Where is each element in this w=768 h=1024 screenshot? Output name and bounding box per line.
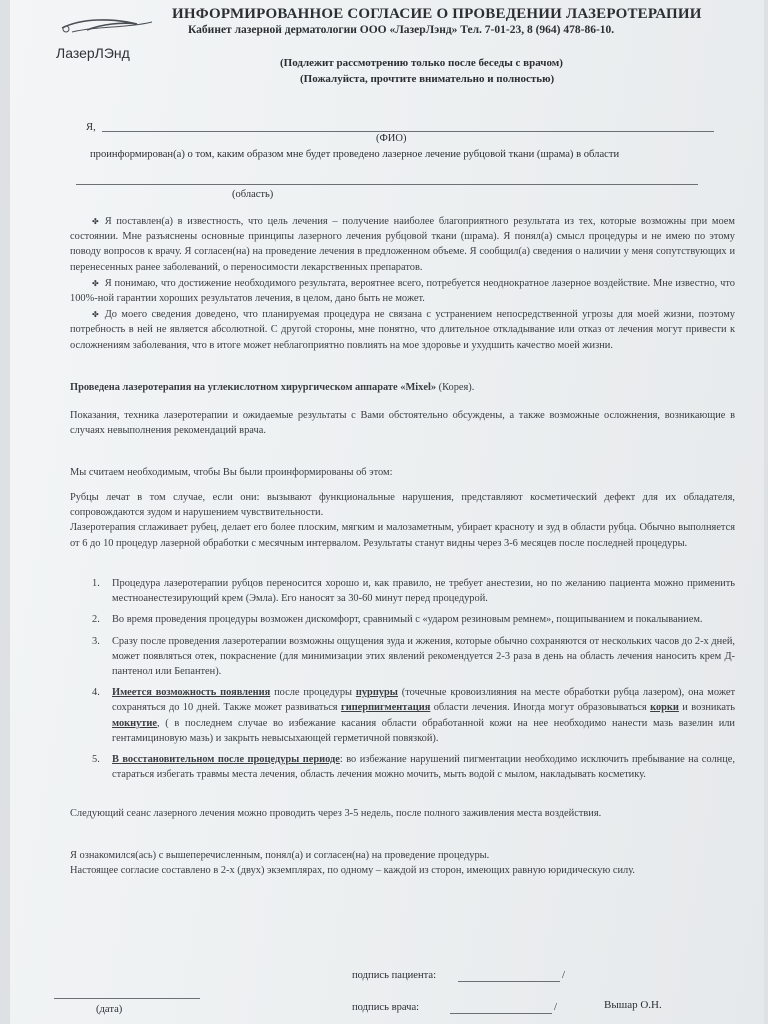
next-session-text: Следующий сеанс лазерного лечения можно проводить через 3-5 недель, после полного заживления места воздействия. <box>70 808 602 819</box>
device-text: Проведена лазеротерапия на углекислотном хирургическом аппарате «Mixel» <box>70 382 437 393</box>
consent-form-page <box>10 0 764 1024</box>
inform-intro: Мы считаем необходимым, чтобы Вы были проинформированы об этом: <box>70 467 393 478</box>
document-title: ИНФОРМИРОВАННОЕ СОГЛАСИЕ О ПРОВЕДЕНИИ ЛАЗЕРОТЕРАПИИ <box>172 6 702 22</box>
doctor-signature-label: подпись врача: <box>352 1002 420 1013</box>
bullet-item: ✤ До моего сведения доведено, что планируемая процедура не связана с устранением непосредственной угрозы для моей жизни, поэтому потребность в ней не является абсолютной. С другой стороны, мне понятно, что длительное откладывание или отказ от лечения могут привести к осложнениям заболевания, что в итоге может неблагоприятно повлиять на мое здоровье и ухудшить качество моей жизни. <box>70 309 735 351</box>
doctor-slash: / <box>554 1002 557 1013</box>
doctor-name: Вышар О.Н. <box>604 999 662 1011</box>
bullet-icon: ✤ <box>92 217 99 226</box>
bullet-icon: ✤ <box>92 278 99 288</box>
notice-read-carefully: (Пожалуйста, прочтите внимательно и полностью) <box>300 73 555 85</box>
patient-signature-field[interactable] <box>458 981 560 982</box>
list-item: 2. Во время проведения процедуры возможен дискомфорт, сравнимый с «ударом резиновым ремнем», пощипыванием и покалыванием. <box>92 614 703 626</box>
patient-slash: / <box>562 970 565 981</box>
area-caption: (область) <box>232 189 274 200</box>
numbered-list <box>70 576 735 788</box>
fio-field[interactable] <box>102 131 714 132</box>
bullet-icon: ✤ <box>92 310 99 320</box>
doctor-signature-field[interactable] <box>450 1013 552 1014</box>
list-item: 5. В восстановительном после процедуры периоде: во избежание нарушений пигментации необходимо исключить пребывание на солнце, стараться избегать травмы места лечения, область лечения можно мочить, мыть водой с мылом, накладывать косметику. <box>92 754 735 781</box>
patient-signature-label: подпись пациента: <box>352 970 437 981</box>
discussed-text: Показания, техника лазеротерапии и ожидаемые результаты с Вами обстоятельно обсуждены, а также возможные осложнения, возникающие в случаях невыполнения рекомендаций врача. <box>70 410 735 437</box>
list-item: 4. Имеется возможность появления после процедуры пурпуры (точечные кровоизлияния на месте обработки рубца лазером), она может сохраняться до 10 дней. Также может развиваться гиперпигментация области лечения. Иногда могут образовываться корки и возникать мокнутие, ( в последнем случае во избежание касания области обработанной кожи на нее необходимо нанести мазь вазелин или гентамициновую мазь) и закрыть невысыхающей герметичной повязкой). <box>92 687 736 744</box>
bullet-list <box>70 214 735 354</box>
date-field[interactable] <box>54 998 200 999</box>
notice-consultation: (Подлежит рассмотрению только после беседы с врачом) <box>280 57 563 69</box>
list-item: 3. Сразу после проведения лазеротерапии возможны ощущения зуда и жжения, которые обычно сохраняются от нескольких часов до 2-х дней, может появляться отек, покраснение (для минимизации этих явлений рекомендуется 2-3 раза в день на область лечения наносить крем Д-пантенол или Бепантен). <box>92 635 735 678</box>
device-country: (Корея). <box>438 382 475 393</box>
scar-indications: Рубцы лечат в том случае, если они: вызывают функциональные нарушения, представляют косметический дефект для их обладателя, сопровождаются зудом и нарушением чувствительности. <box>70 492 735 519</box>
bullet-item: ✤ Я понимаю, что достижение необходимого результата, вероятнее всего, потребуется неоднократное лазерное воздействие. Мне известно, что 100%-ной гарантии хороших результатов лечения, в целом, дано быть не может. <box>70 277 735 305</box>
logo-text: ЛазерЛЭнд <box>56 45 130 61</box>
bullet-item: ✤ Я поставлен(а) в известность, что цель лечения – получение наиболее благоприятного результата из тех, которые возможны при моем состоянии. Мне разъяснены основные принципы лазерного лечения рубцовой ткани (шрама). Я понял(а) смысл процедуры и не имею по этому поводу вопросов к врачу. Я согласен(на) на проведение лечения в предложенном объеме. Я сообщил(а) сведения о наличии у меня сопутствующих и перенесенных ранее заболеваний, о переносимости лекарственных препаратов. <box>70 216 735 273</box>
area-field[interactable] <box>76 184 698 185</box>
logo-swirl-icon <box>42 14 162 74</box>
consent-line: Я ознакомился(ась) с вышеперечисленным, понял(а) и согласен(на) на проведение процедуры. <box>70 850 490 861</box>
scar-info <box>70 490 735 551</box>
consent-block <box>70 848 735 878</box>
device-line <box>70 380 735 395</box>
clinic-info: Кабинет лазерной дерматологии ООО «ЛазерЛэнд» Тел. 7-01-23, 8 (964) 478-86-10. <box>188 24 615 36</box>
date-label: (дата) <box>96 1004 123 1015</box>
scar-therapy: Лазеротерапия сглаживает рубец, делает его более плоским, мягким и малозаметным, убирает красноту и зуд в области рубца. Обычно выполняется от 6 до 10 процедур лазерной обработки с месячным интервалом. Результаты станут видны через 3-6 месяцев после последней процедуры. <box>70 522 735 549</box>
list-item: 1. Процедура лазеротерапии рубцов переносится хорошо и, как правило, не требует анестезии, но по желанию пациента можно применить местноанестезирующий крем (Эмла). Его наносят за 30-60 минут перед процедурой. <box>92 578 735 605</box>
consent-copies: Настоящее согласие составлено в 2-х (двух) экземплярах, по одному – каждой из сторон, имеющих равную юридическую силу. <box>70 865 635 877</box>
fio-caption: (ФИО) <box>376 133 407 144</box>
i-label: Я, <box>86 122 96 133</box>
informed-text: проинформирован(а) о том, каким образом мне будет проведено лазерное лечение рубцовой ткани (шрама) в области <box>90 149 620 160</box>
